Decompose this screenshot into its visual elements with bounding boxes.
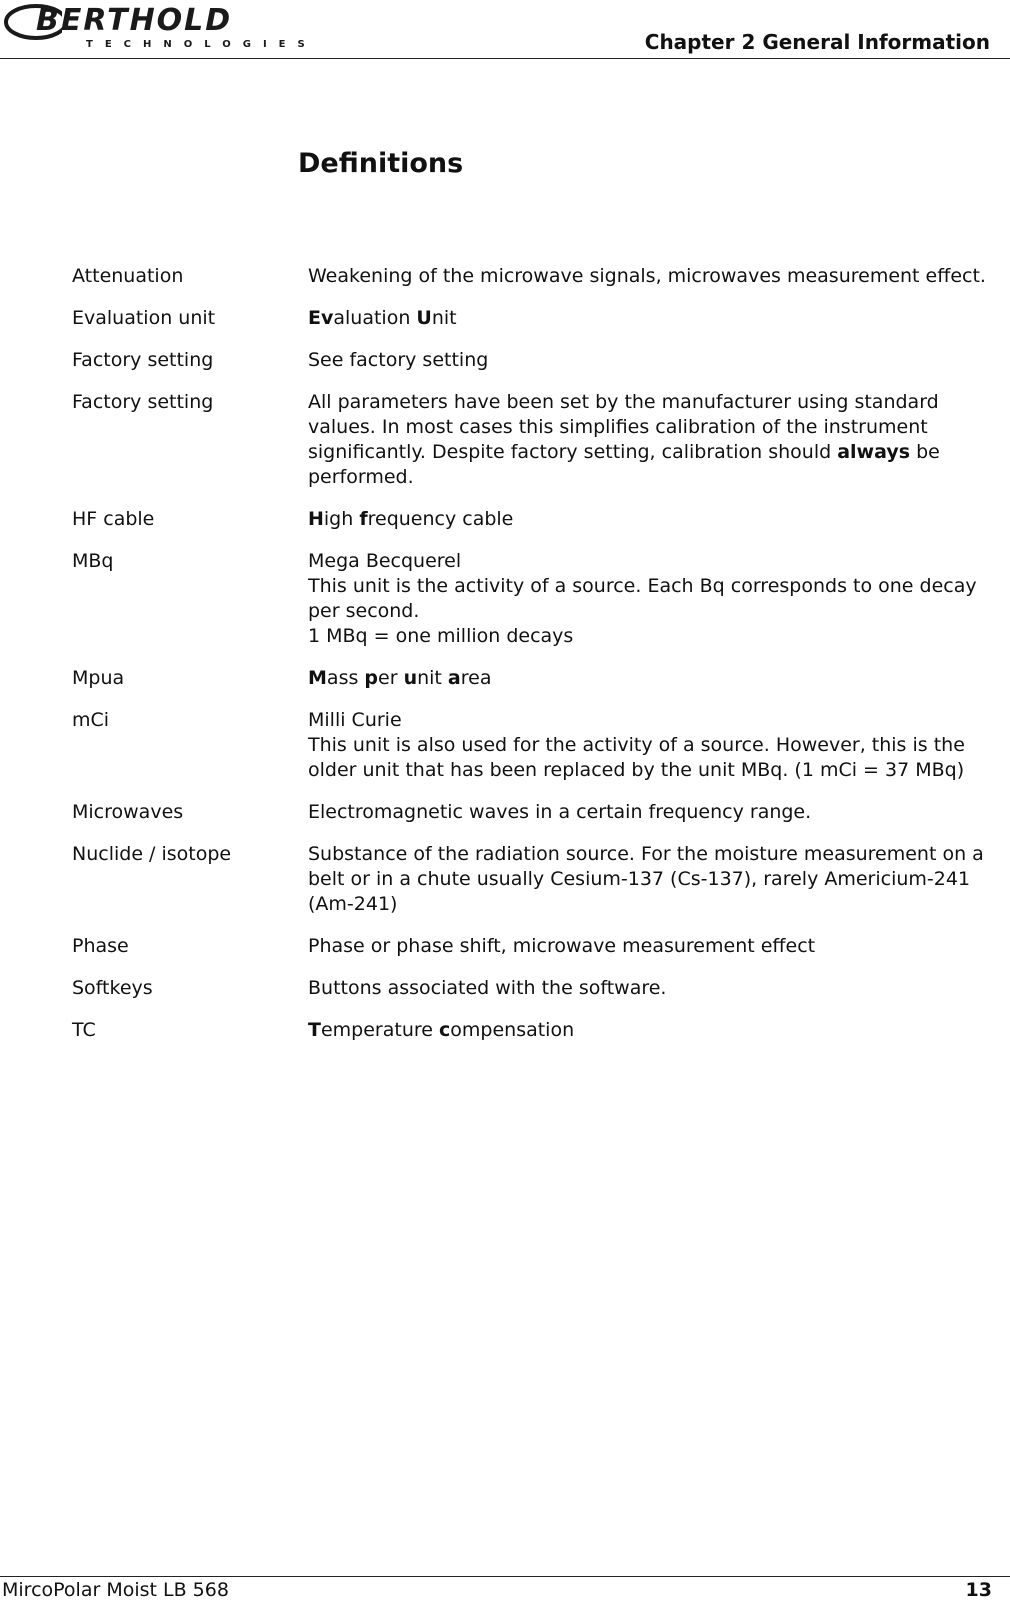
description-text: be performed. [308, 441, 940, 488]
description-text: er [378, 667, 404, 689]
description-text: rea [460, 667, 492, 689]
definition-description [308, 708, 987, 783]
description-text: See factory setting [308, 349, 489, 371]
definition-description [308, 800, 987, 825]
page-header [0, 0, 1010, 59]
description-text: Weakening of the microwave signals, microwaves measurement effect. [308, 265, 986, 287]
definition-term: Factory setting [72, 391, 214, 413]
definition-description [308, 976, 987, 1001]
definition-term: Factory setting [72, 349, 214, 371]
description-emphasis: M [308, 667, 327, 689]
berthold-logo [2, 2, 317, 54]
definition-term: Microwaves [72, 801, 184, 823]
definition-row [72, 549, 987, 649]
description-line: Mega Becquerel [308, 550, 462, 572]
description-text: aluation [333, 307, 417, 329]
definition-description [308, 549, 987, 649]
definition-term: Nuclide / isotope [72, 843, 232, 865]
page-number: 13 [965, 1579, 992, 1601]
definition-description [308, 390, 987, 490]
description-emphasis: U [416, 307, 432, 329]
description-emphasis: c [439, 1019, 451, 1041]
description-text: emperature [320, 1019, 439, 1041]
definition-term: Mpua [72, 667, 125, 689]
description-text: nit [431, 307, 457, 329]
definition-row [72, 708, 987, 783]
description-emphasis: H [308, 508, 324, 530]
definition-row [72, 264, 987, 289]
description-text: ass [326, 667, 365, 689]
page-footer [0, 1576, 1010, 1601]
definition-row [72, 934, 987, 959]
definition-row [72, 306, 987, 331]
description-emphasis: p [364, 667, 379, 689]
definition-term: Phase [72, 935, 129, 957]
description-text: Electromagnetic waves in a certain frequency range. [308, 801, 812, 823]
logo-subtitle: TECHNOLOGIES [86, 39, 317, 50]
description-text: requency cable [367, 508, 514, 530]
definition-term: MBq [72, 550, 114, 572]
definition-row [72, 348, 987, 373]
definition-term: mCi [72, 709, 110, 731]
description-line: Milli Curie [308, 709, 402, 731]
definition-description [308, 348, 987, 373]
definition-term: HF cable [72, 508, 155, 530]
definition-row [72, 1018, 987, 1043]
definition-description [308, 264, 987, 289]
logo-wordmark: BERTHOLD [36, 3, 233, 38]
definition-row [72, 976, 987, 1001]
description-text: Substance of the radiation source. For the moisture measurement on a belt or in a chute usually Cesium-137 (Cs-137), rarely Americium-241 (Am-241) [308, 843, 984, 915]
description-line: This unit is also used for the activity of a source. However, this is the older unit that has been replaced by the unit MBq. (1 mCi = 37 MBq) [308, 734, 965, 781]
description-text: Phase or phase shift, microwave measurement effect [308, 935, 816, 957]
description-text: ompensation [450, 1019, 575, 1041]
definition-row [72, 507, 987, 532]
definition-description [308, 934, 987, 959]
description-text: Buttons associated with the software. [308, 977, 667, 999]
description-line: 1 MBq = one million decays [308, 625, 574, 647]
description-line: This unit is the activity of a source. Each Bq corresponds to one decay per second. [308, 575, 977, 622]
description-text: nit [417, 667, 448, 689]
description-emphasis: u [403, 667, 418, 689]
definition-term: Evaluation unit [72, 307, 216, 329]
definition-description [308, 666, 987, 691]
description-emphasis: Ev [308, 307, 334, 329]
page-title: Definitions [298, 148, 464, 179]
definition-row [72, 800, 987, 825]
definition-row [72, 842, 987, 917]
definition-row [72, 666, 987, 691]
description-emphasis: T [308, 1019, 321, 1041]
description-text: igh [323, 508, 360, 530]
description-emphasis: f [359, 508, 368, 530]
description-emphasis: a [447, 667, 461, 689]
definition-description [308, 1018, 987, 1043]
description-text: All parameters have been set by the manufacturer using standard values. In most cases this simplifies calibration of the instrument significantly. Despite factory setting, calibration should [308, 391, 939, 463]
definition-description [308, 306, 987, 331]
description-emphasis: always [837, 441, 911, 463]
definitions-list [72, 264, 987, 1060]
definition-row [72, 390, 987, 490]
definition-description [308, 507, 987, 532]
definition-description [308, 842, 987, 917]
document-name: MircoPolar Moist LB 568 [2, 1579, 229, 1601]
chapter-title: Chapter 2 General Information [644, 30, 990, 54]
definition-term: Attenuation [72, 265, 184, 287]
definition-term: Softkeys [72, 977, 153, 999]
definition-term: TC [72, 1019, 96, 1041]
